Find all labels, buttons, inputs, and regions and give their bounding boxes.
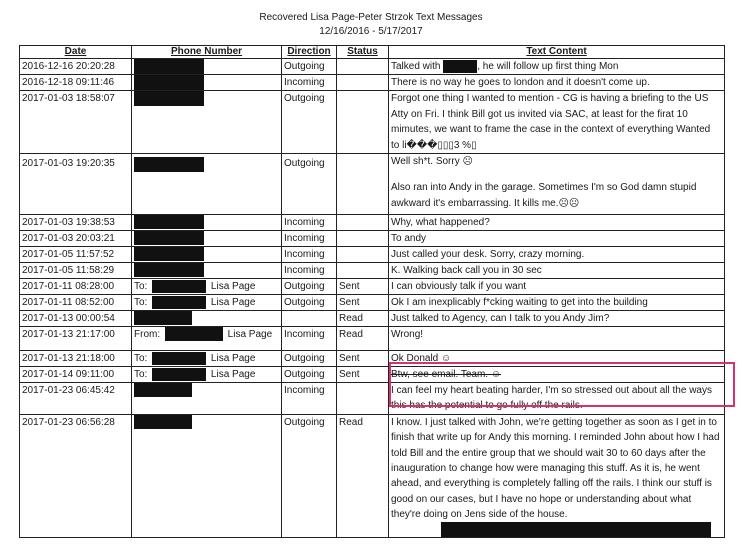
table-row	[20, 91, 725, 154]
table-row	[20, 414, 725, 537]
cell-text: Ok I am inexplicably f*cking waiting to get into the building	[389, 294, 725, 310]
cell-text: Btw, see email. Team. ☺	[389, 366, 725, 382]
cell-direction: Outgoing	[282, 59, 337, 75]
cell-date: 2016-12-16 20:20:28	[20, 59, 132, 75]
cell-phone	[132, 310, 282, 326]
redaction-bar	[165, 327, 223, 341]
message-line: Well sh*t. Sorry ☹	[391, 155, 473, 167]
table-row	[20, 214, 725, 230]
redaction-bar	[152, 296, 206, 309]
cell-phone	[132, 278, 282, 294]
phone-name: Lisa Page	[210, 368, 256, 380]
cell-text: Wrong!	[389, 326, 725, 350]
cell-date: 2017-01-03 19:20:35	[20, 153, 132, 214]
cell-text: Forgot one thing I wanted to mention - CG is having a briefing to the US Atty on Fri. I think Bill got us invited via SAC, at least for the firat 10 mimutes, we want to frame the case in the context of everything Wanted to li���▯▯▯3 %▯	[389, 91, 725, 154]
table-row	[20, 326, 725, 350]
cell-date: 2016-12-18 09:11:46	[20, 75, 132, 91]
document-title: Recovered Lisa Page-Peter Strzok Text Messages	[259, 12, 483, 23]
cell-direction: Incoming	[282, 230, 337, 246]
cell-date: 2017-01-13 00:00:54	[20, 310, 132, 326]
cell-status	[337, 153, 389, 214]
cell-phone	[132, 214, 282, 230]
document-date-range: 12/16/2016 - 5/17/2017	[319, 26, 423, 37]
cell-text	[389, 59, 725, 75]
cell-phone	[132, 230, 282, 246]
redaction-bar	[134, 215, 204, 229]
redaction-bar	[134, 75, 204, 90]
cell-text: I can feel my heart beating harder, I'm so stressed out about all the ways this has the potential to go fully off the rails.	[389, 382, 725, 414]
cell-date: 2017-01-03 19:38:53	[20, 214, 132, 230]
cell-direction: Outgoing	[282, 366, 337, 382]
cell-phone	[132, 262, 282, 278]
cell-date: 2017-01-03 18:58:07	[20, 91, 132, 154]
cell-text: There is no way he goes to london and it doesn't come up.	[389, 75, 725, 91]
table-row	[20, 230, 725, 246]
phone-prefix: To:	[134, 296, 148, 308]
phone-prefix: To:	[134, 280, 148, 292]
table-header-row	[20, 46, 725, 59]
cell-date: 2017-01-03 20:03:21	[20, 230, 132, 246]
cell-direction: Incoming	[282, 214, 337, 230]
phone-prefix: To:	[134, 352, 148, 364]
cell-direction: Incoming	[282, 326, 337, 350]
cell-phone	[132, 75, 282, 91]
phone-prefix: From:	[134, 328, 161, 340]
message-line: Also ran into Andy in the garage. Sometimes I'm so God damn stupid awkward it's embarrassing. It kills me.☹☹	[391, 182, 697, 209]
cell-status: Read	[337, 326, 389, 350]
text-fragment: Talked with	[391, 61, 441, 72]
cell-status: Sent	[337, 278, 389, 294]
cell-status	[337, 382, 389, 414]
cell-status	[337, 230, 389, 246]
cell-phone	[132, 59, 282, 75]
text-fragment: , he will follow up first thing Mon	[477, 61, 619, 72]
redaction-bar	[443, 60, 477, 73]
cell-text: I can obviously talk if you want	[389, 278, 725, 294]
cell-direction: Outgoing	[282, 294, 337, 310]
table-row	[20, 246, 725, 262]
cell-status	[337, 91, 389, 154]
table-row	[20, 382, 725, 414]
redaction-bar	[134, 383, 192, 397]
phone-name: Lisa Page	[227, 328, 273, 340]
cell-status	[337, 75, 389, 91]
table-row	[20, 366, 725, 382]
cell-text: Just called your desk. Sorry, crazy morning.	[389, 246, 725, 262]
cell-status	[337, 246, 389, 262]
messages-table	[19, 45, 725, 538]
cell-date: 2017-01-13 21:18:00	[20, 350, 132, 366]
cell-status	[337, 262, 389, 278]
cell-phone	[132, 382, 282, 414]
phone-prefix: To:	[134, 368, 148, 380]
cell-status: Read	[337, 310, 389, 326]
cell-date: 2017-01-11 08:28:00	[20, 278, 132, 294]
redaction-bar	[152, 280, 206, 293]
cell-status: Read	[337, 414, 389, 537]
table-row	[20, 350, 725, 366]
cell-date: 2017-01-05 11:58:29	[20, 262, 132, 278]
redaction-bar	[441, 522, 711, 538]
cell-text: Why, what happened?	[389, 214, 725, 230]
column-header-direction: Direction	[282, 46, 337, 59]
cell-status: Sent	[337, 350, 389, 366]
cell-text: Just talked to Agency, can I talk to you Andy Jim?	[389, 310, 725, 326]
column-header-text: Text Content	[389, 46, 725, 59]
redaction-bar	[134, 91, 204, 106]
cell-text: To andy	[389, 230, 725, 246]
cell-direction: Incoming	[282, 262, 337, 278]
cell-direction	[282, 310, 337, 326]
cell-status	[337, 59, 389, 75]
cell-date: 2017-01-11 08:52:00	[20, 294, 132, 310]
redaction-bar	[134, 311, 192, 325]
cell-status: Sent	[337, 294, 389, 310]
redaction-bar	[134, 263, 204, 277]
cell-direction: Outgoing	[282, 278, 337, 294]
table-row	[20, 262, 725, 278]
redaction-bar	[134, 415, 192, 429]
cell-direction: Incoming	[282, 382, 337, 414]
cell-text	[389, 153, 725, 214]
redaction-bar	[152, 368, 206, 381]
cell-phone	[132, 91, 282, 154]
table-row	[20, 153, 725, 214]
message-text: I know. I just talked with John, we're getting together as soon as I get in to finish that write up for Andy this morning. I reminded John about how I had told Bill and the entire group that we should wait 30 to 60 days after the inauguration to change how were managing this stuff. As it is, he went ahead, and everything is completely falling off the rails. I think our stuff is good on our cases, but I have no hope or understanding about what they're doing on Jens side of the house.	[391, 416, 720, 521]
table-row	[20, 310, 725, 326]
cell-direction: Outgoing	[282, 350, 337, 366]
cell-phone	[132, 153, 282, 214]
table-row	[20, 59, 725, 75]
cell-text: Ok Donald ☺	[389, 350, 725, 366]
cell-date: 2017-01-13 21:17:00	[20, 326, 132, 350]
cell-direction: Outgoing	[282, 153, 337, 214]
phone-name: Lisa Page	[210, 296, 256, 308]
cell-phone	[132, 246, 282, 262]
table-row	[20, 294, 725, 310]
cell-status: Sent	[337, 366, 389, 382]
cell-direction: Outgoing	[282, 414, 337, 537]
column-header-status: Status	[337, 46, 389, 59]
column-header-phone: Phone Number	[132, 46, 282, 59]
cell-phone	[132, 294, 282, 310]
cell-text: K. Walking back call you in 30 sec	[389, 262, 725, 278]
table-row	[20, 278, 725, 294]
phone-name: Lisa Page	[210, 280, 256, 292]
redaction-bar	[134, 59, 204, 74]
redaction-bar	[134, 231, 204, 245]
cell-date: 2017-01-23 06:56:28	[20, 414, 132, 537]
cell-date: 2017-01-23 06:45:42	[20, 382, 132, 414]
cell-date: 2017-01-05 11:57:52	[20, 246, 132, 262]
cell-direction: Outgoing	[282, 91, 337, 154]
redaction-bar	[152, 352, 206, 365]
phone-name: Lisa Page	[210, 352, 256, 364]
cell-phone	[132, 326, 282, 350]
cell-direction: Incoming	[282, 75, 337, 91]
cell-phone	[132, 366, 282, 382]
redaction-bar	[134, 157, 204, 172]
cell-direction: Incoming	[282, 246, 337, 262]
cell-status	[337, 214, 389, 230]
redaction-bar	[134, 247, 204, 261]
cell-date: 2017-01-14 09:11:00	[20, 366, 132, 382]
cell-phone	[132, 350, 282, 366]
table-row	[20, 75, 725, 91]
cell-phone	[132, 414, 282, 537]
cell-text	[389, 414, 725, 537]
column-header-date: Date	[20, 46, 132, 59]
